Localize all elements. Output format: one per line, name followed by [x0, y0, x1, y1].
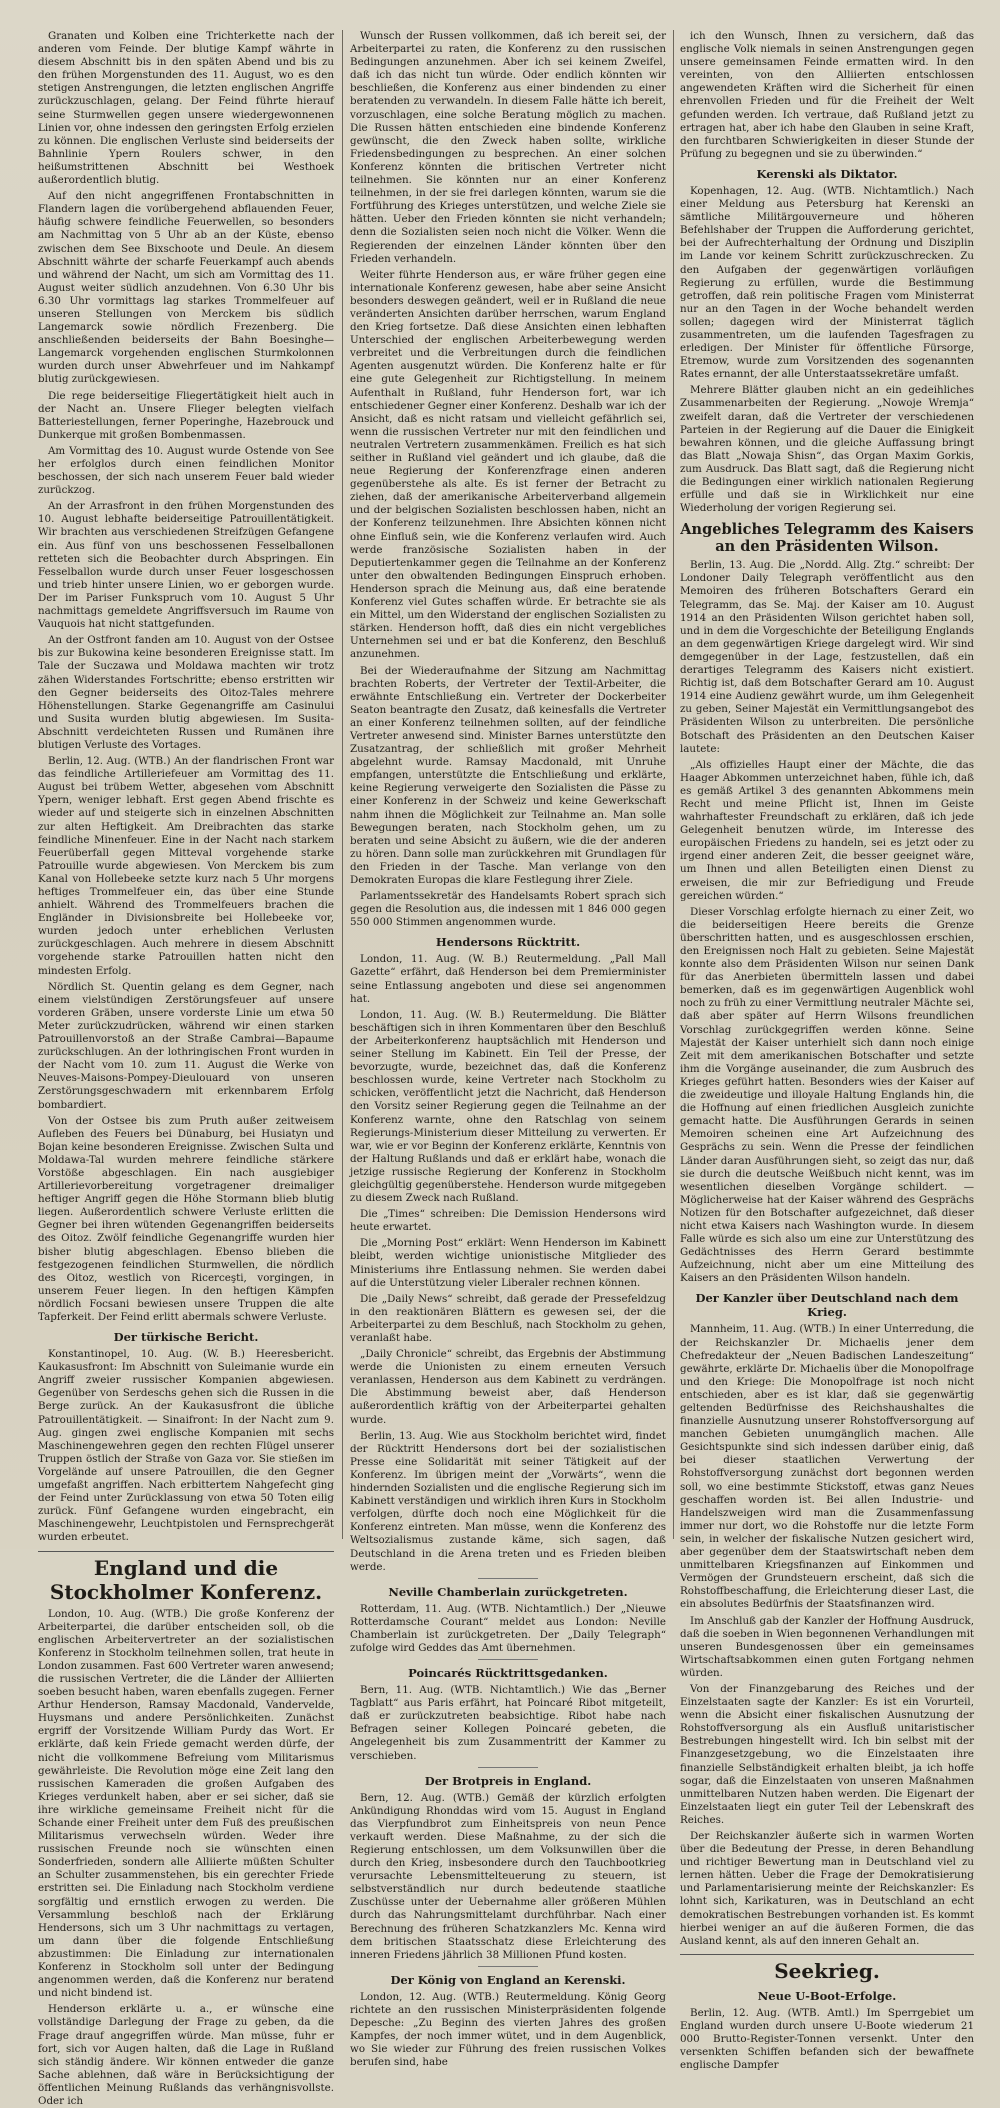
article-paragraph: An der Ostfront fanden am 10. August von der Ostsee bis zur Bukowina keine besonderen Ereignisse statt. Im Tale der Suczawa und Moldawa machten wir trotz zähen Widerstandes Fortschritte; ebenso erstritten wir den Gegner beiderseits des Oitoz-Tales mehrere Höhenstellungen. Starke Gegenangriffe am Casinului und Susita wurden blutig abgewiesen. Im Susita-Abschnitt verdeichteten Russen und Rumänen ihre blutigen Verluste des Vortages.: [38, 634, 334, 751]
section-heading: Neville Chamberlain zurückgetreten.: [388, 1584, 628, 1599]
article-paragraph: London, 12. Aug. (WTB.) Reutermeldung. König Georg richtete an den russischen Ministerpräsidenten folgende Depesche: „Zu Beginn des vierten Jahres des großen Kampfes, der noch immer wütet, und in dem Augenblick, wo Sie wieder zur Führung des freien russischen Volkes berufen sind, habe: [350, 1990, 666, 2069]
article-paragraph: Von der Ostsee bis zum Pruth außer zeitweisem Aufleben des Feuers bei Dünaburg, bei Husiatyn und Bojan keine besonderen Ereignisse. Zwischen Sulta und Moldawa-Tal wurden mehrere feindliche stärkere Vorstöße abgeschlagen. Ein nach ausgiebiger Artillerievorbereitung vorgetragener dreimaliger heftiger Angriff gegen die Höhe Stormann blieb blutig liegen. Außerordentlich schwere Verluste erlitten die Gegner bei ihren wütenden Gegenangriffen beiderseits des Oitoz. Zwölf feindliche Gegenangriffe wurden hier bisher blutig abgeschlagen. Ebenso blieben die festgezogenen feindlichen Sturmwellen, die nördlich des Oitoz, westlich von Ricerceşti, vorgingen, in unserem Feuer liegen. In den heftigen Kämpfen nördlich Focsani bewiesen unsere Truppen die alte Tapferkeit. Der Feind erlitt abermals schwere Verluste.: [38, 1114, 334, 1323]
article-paragraph: „Als offizielles Haupt einer der Mächte, die das Haager Abkommen unterzeichnet haben, fühle ich, daß es gemäß Artikel 3 des genannten Abkommens mein Recht und meine Pflicht ist, Ihnen im Geiste wahrhaftester Freundschaft zu erklären, daß ich jede Gelegenheit benutzen würde, im Interesse des europäischen Friedens zu handeln, sei es jetzt oder zu irgend einer anderen Zeit, die besser geeignet wäre, um Ihnen und allen Beteiligten einen Dienst zu erweisen, die mir zur Befriedigung und Freude gereichen würden.“: [680, 758, 974, 902]
article-paragraph: Dieser Vorschlag erfolgte hiernach zu einer Zeit, wo die beiderseitigen Heere bereits die Grenze überschritten hatten, und es ausgeschlossen erschien, den Ereignissen noch Halt zu gebieten. Seine Majestät konnte also dem Präsidenten Wilson nur seinen Dank für das Anerbieten übermitteln lassen und dabei bemerken, daß es im gegenwärtigen Augenblick wohl noch zu früh zu einer Vermittlung neutraler Mächte sei, daß aber später auf Herrn Wilsons freundlichen Vorschlag zurückgegriffen werden könne. Seine Majestät der Kaiser unterhielt sich dann noch einige Zeit mit dem amerikanischen Botschafter und setzte ihm die Vorgänge auseinander, die zum Ausbruch des Krieges geführt hatten. Besonders wies der Kaiser auf die zweideutige und illoyale Haltung Englands hin, die die Hoffnung auf einen friedlichen Ausgleich zunichte gemacht hatte. Die Ausführungen Gerards in seinen Memoiren scheinen eine Art Aufzeichnung des Gesprächs zu sein. Wenn die Presse der feindlichen Länder daran Ausführungen sieht, so zeigt das nur, daß sie durch die deutsche Weißbuch nicht kennt, was im wesentlichen dieselben Vorgänge schildert. — Möglicherweise hat der Kaiser während des Gesprächs Notizen für den Botschafter aufgezeichnet, daß dieser nicht etwa Kaisers nach Washington wurde. In diesem Falle würde es sich also um eine zur Unterstützung des Gedächtnisses des Herrn Gerard bestimmte Aufzeichnung, nicht aber um eine Mitteilung des Kaisers an den Präsidenten Wilson handeln.: [680, 905, 974, 1285]
article-paragraph: Mehrere Blätter glauben nicht an ein gedeihliches Zusammenarbeiten der Regierung. „Nowoje Wremja“ zweifelt daran, daß die Vertreter der verschiedenen Parteien in der Regierung auf die Dauer die Einigkeit bewahren können, und die gleiche Auffassung bringt das Blatt „Nowaja Shisn“, das Organ Maxim Gorkis, zum Ausdruck. Das Blatt sagt, daß die Regierung nicht die Bedingungen einer wirklich nationalen Regierung erfülle und daß sie in Wirklichkeit nur eine Wiederholung der vorigen Regierung sei.: [680, 384, 974, 515]
article-paragraph: Wunsch der Russen vollkommen, daß ich bereit sei, der Arbeiterpartei zu raten, die Konferenz zu den russischen Bedingungen anzunehmen. Aber ich sei keinem Zweifel, daß ich das nicht tun würde. Oder endlich könnten wir beschließen, die Konferenz aus einer bindenden zu einer beratenden zu verwandeln. In diesem Falle hätte ich bereit, vorzuschlagen, eine solche Beratung möglich zu machen. Die Russen hätten entschieden eine bindende Konferenz gewünscht, die den Zweck haben sollte, wirkliche Friedensbedingungen zu besprechen. An einer solchen Konferenz könnten die britischen Vertreter nicht teilnehmen. Sie könnten nur an einer Konferenz teilnehmen, in der sie frei darlegen könnten, warum sie die Fortführung des Krieges unterstützen, und welche Ziele sie hätten. Ueber den Frieden könnten sie nicht verhandeln; denn die Sozialisten seien noch nicht die Völker. Wenn die Regierenden der einzelnen Länder könnten über den Frieden verhandeln.: [350, 30, 666, 265]
article-paragraph: Berlin, 12. Aug. (WTB.) An der flandrischen Front war das feindliche Artilleriefeuer am Vormittag des 11. August bei trübem Wetter, abgesehen vom Abschnitt Ypern, weniger lebhaft. Erst gegen Abend frischte es wieder auf und steigerte sich in einzelnen Abschnitten zur alten Heftigkeit. Am Dreibrachten das starke feindliche Minenfeuer. Eine in der Nacht nach starkem Feuerüberfall gegen Mitteval vorgehende starke Patrouille wurde abgewiesen. Von Merckem bis zum Kanal von Hollebeeke setzte kurz nach 5 Uhr morgens heftiges Trommelfeuer ein, das über eine Stunde anhielt. Während des Trommelfeuers brachen die Engländer in Divisionsbreite bei Hollebeeke vor, wurden jedoch unter erheblichen Verlusten zurückgeschlagen. Auch mehrere in diesem Abschnitt vorgehende starke Patrouillen hatten nicht den mindesten Erfolg.: [38, 755, 334, 977]
article-paragraph: Die rege beiderseitige Fliegertätigkeit hielt auch in der Nacht an. Unsere Flieger belegten vielfach Batteriestellungen, ferner Poperinghe, Hazebrouck und Dunkerque mit großen Bombenmassen.: [38, 389, 334, 441]
separator: [478, 1659, 538, 1660]
article-paragraph: Am Vormittag des 10. August wurde Ostende von See her erfolglos durch einen feindlichen Monitor beschossen, der sich nach unserem Feuer bald wieder zurückzog.: [38, 444, 334, 497]
article-paragraph: Die „Daily News“ schreibt, daß gerade der Pressefeldzug in den reaktionären Blättern es gewesen sei, der die Arbeiterpartei zu dem Beschluß, nach Stockholm zu gehen, veranlaßt habe.: [350, 1292, 666, 1344]
column-divider: [673, 30, 674, 1539]
article-paragraph: Kopenhagen, 12. Aug. (WTB. Nichtamtlich.) Nach einer Meldung aus Petersburg hat Kerenski an sämtliche Militärgouverneure und höheren Befehlshaber der Truppen die Aufforderung gerichtet, bei der Aufrechterhaltung der Ordnung und Disziplin im Lande vor keinem Schritt zurückzuschrecken. Zu den Aufgaben der gegenwärtigen vorläufigen Regierung zu erfüllen, wurde die Bestimmung getroffen, daß rein politische Fragen vom Ministerrat nur an den Tagen in der Woche behandelt werden sollen; dagegen wird der Ministerrat täglich zusammentreten, um die laufenden Tagesfragen zu erledigen. Der Minister für öffentliche Fürsorge, Etremow, wurde zum Vorsitzenden des sogenannten Rates ernannt, der alle Unterstaatssekretäre umfaßt.: [680, 184, 974, 381]
article-paragraph: Konstantinopel, 10. Aug. (W. B.) Heeresbericht. Kaukasusfront: Im Abschnitt von Suleimanie wurde ein Angriff zweier russischer Kompanien abgewiesen. Gegenüber von Serdeschs gehen sich die Russen in die Berge zurück. An der Kaukasusfront die übliche Patrouillentätigkeit. — Sinaifront: In der Nacht zum 9. Aug. gingen zwei englische Kompanien mit sechs Maschinengewehren gegen den rechten Flügel unserer Truppen östlich der Straße von Gaza vor. Sie stießen im Vorgelände auf unsere Patrouillen, die den Gegner umgefaßt angriffen. Nach erbittertem Nahgefecht ging der Feind unter Zurücklassung von etwa 50 Toten eilig zurück. Fünf Gefangene wurden eingebracht, ein Maschinengewehr, Leuchtpistolen und Fernsprechgerät wurden erbeutet.: [38, 1348, 334, 1544]
headline: England und die Stockholmer Konferenz.: [38, 1551, 334, 1604]
section-heading: Neue U-Boot-Erfolge.: [757, 1988, 897, 2003]
section-heading: Der türkische Bericht.: [113, 1330, 259, 1345]
article-paragraph: An der Arrasfront in den frühen Morgenstunden des 10. August lebhafte beiderseitige Patrouillentätigkeit. Wir brachten aus verschiedenen Streifzügen Gefangene ein. Aus fünf von uns beschossenen Fesselballonen retteten sich die Beobachter durch Abspringen. Ein Fesselballon wurde durch unser Feuer losgeschossen und trieb hinter unsere Linien, wo er geborgen wurde. Der im Pariser Funkspruch vom 10. August 5 Uhr nachmittags gemeldete Angriffsversuch im Raume von Vauquois hat nicht stattgefunden.: [38, 500, 334, 631]
column-1: [38, 30, 334, 2107]
article-paragraph: „Daily Chronicle“ schreibt, das Ergebnis der Abstimmung werde die Unionisten zu einem erneuten Versuch veranlassen, Henderson aus dem Kabinett zu verdrängen. Die Abstimmung beweist aber, daß Henderson außerordentlich kräftig von der Arbeiterpartei gehalten wurde.: [350, 1348, 666, 1426]
article-paragraph: Bern, 12. Aug. (WTB.) Gemäß der kürzlich erfolgten Ankündigung Rhonddas wird vom 15. August in England das Vierpfundbrot zum Einheitspreis von neun Pence verkauft werden. Diese Maßnahme, zu der sich die Regierung entschlossen, um dem Volksunwillen über die durch den Krieg, insbesondere durch den Tauchbootkrieg verursachte Lebensmittelteuerung zu steuern, ist selbstverständlich nur durch bedeutende staatliche Zuschüsse unter der Uebernahme aller größeren Mühlen durch das Nahrungsmittelamt durchführbar. Nach einer Berechnung des früheren Schatzkanzlers Mc. Kenna wird dem britischen Staatsschatz diese Erleichterung des inneren Friedens jährlich 38 Millionen Pfund kosten.: [350, 1791, 666, 1961]
section-heading: Kerenski als Diktator.: [756, 166, 898, 181]
article-paragraph: ich den Wunsch, Ihnen zu versichern, daß das englische Volk niemals in seinen Anstrengungen gegen unsere gemeinsamen Feinde ermatten wird. In den vereinten, von den Alliierten entschlossen angewendeten Kräften wird die Sicherheit für einen ehrenvollen Frieden und für die Freiheit der Welt gefunden werden. Ich vertraue, daß Rußland jetzt zu ertragen hat, aber ich habe den Glauben in seine Kraft, den furchtbaren Schwierigkeiten in dieser Stunde der Prüfung zu begegnen und sie zu überwinden.“: [680, 30, 974, 160]
article-paragraph: Berlin, 13. Aug. Die „Nordd. Allg. Ztg.“ schreibt: Der Londoner Daily Telegraph veröffentlicht aus den Memoiren des früheren Botschafters Gerard ein Telegramm, das Se. Maj. der Kaiser am 10. August 1914 an den Präsidenten Wilson gerichtet haben soll, und in dem die Vorgeschichte der Beteiligung Englands an dem gegenwärtigen Kriege dargelegt wird. Wir sind demgegenüber in der Lage, festzustellen, daß ein derartiges Telegramm des Kaisers nicht existiert. Richtig ist, daß dem Botschafter Gerard am 10. August 1914 eine Audienz gewährt wurde, um ihm Gelegenheit zu geben, Seiner Majestät ein Vermittlungsangebot des Präsidenten Wilson zu unterbreiten. Die persönliche Botschaft des Präsidenten an den Deutschen Kaiser lautete:: [680, 559, 974, 755]
separator: [478, 1578, 538, 1579]
headline: Angebliches Telegramm des Kaisers an den Präsidenten Wilson.: [680, 521, 974, 556]
section-heading: Der Brotpreis in England.: [424, 1773, 592, 1788]
section-heading: Der König von England an Kerenski.: [390, 1972, 626, 1987]
article-paragraph: Parlamentssekretär des Handelsamts Robert sprach sich gegen die Resolution aus, die indessen mit 1 846 000 gegen 550 000 Stimmen angenommen wurde.: [350, 890, 666, 929]
headline: Seekrieg.: [680, 1954, 974, 1983]
column-2: [350, 30, 666, 2069]
article-paragraph: London, 10. Aug. (WTB.) Die große Konferenz der Arbeiterpartei, die darüber entscheiden soll, ob die englischen Arbeitervertreter an der sozialistischen Konferenz in Stockholm teilnehmen sollen, trat heute in London zusammen. Fast 600 Vertreter waren anwesend; die russischen Vertreter, die die Länder der Alliierten soeben besucht haben, waren ebenfalls zugegen. Ferner Arthur Henderson, Ramsay Macdonald, Vandervelde, Huysmans und andere Persönlichkeiten. Zunächst ergriff der Vorsitzende William Purdy das Wort. Er erklärte, daß kein Friede gemacht werden dürfe, der nicht die vollkommene Befreiung vom Militarismus gewährleiste. Die Revolution möge eine Zeit lang den russischen Kameraden die großen Aufgaben des Krieges verdunkelt haben, aber er sei sicher, daß sie ihre wirkliche gemeinsame Freiheit nicht für die Schande einer Freiheit unter dem Fuß des preußischen Militarismus verwechseln würden. Weder ihre russischen Freunde noch sie wünschten einen Sonderfrieden, sondern alle Alliierte müßten Schulter an Schulter zusammenstehen, bis ein gerechter Friede erstritten sei. Die Einladung nach Stockholm verdiene sorgfältig und ernstlich erwogen zu werden. Die Versammlung beschloß nach der Erklärung Hendersons, sich um 3 Uhr nachmittags zu vertagen, um dann über die folgende Entschließung abzustimmen: Die Einladung zur internationalen Konferenz in Stockholm soll unter der Bedingung angenommen werden, daß die Konferenz nur beratend und nicht bindend ist.: [38, 1607, 334, 2000]
separator: [478, 1966, 538, 1967]
column-divider: [342, 30, 343, 1539]
article-paragraph: Mannheim, 11. Aug. (WTB.) In einer Unterredung, die der Reichskanzler Dr. Michaelis jener dem Chefredakteur der „Neuen Badischen Landeszeitung“ gewährte, erklärte Dr. Michaelis über die Monopolfrage und den Kriege: Die Monopolfrage ist noch nicht entschieden, aber es ist klar, daß sie gegenwärtig geltenden Bedürfnisse des Reichshaushaltes die finanzielle Ausnutzung unserer Rohstoffversorgung auf manchen Gebieten unumgänglich machen. Alle Gesichtspunkte sind sich indessen darüber einig, daß bei dieser staatlichen Verwertung der Rohstoffversorgung zunächst dort begonnen werden soll, wo eine bestimmte Stickstoff, etwas ganz Neues geschaffen worden ist. Bei allen Industrie- und Handelszweigen wird man die Zusammenfassung immer nur dort, wo die Rohstoffe nur die letzte Form sein, in welcher der fiskalische Nutzen gesichert wird, aber gegenüber dem der Staatswirtschaft neben dem unmittelbaren Kriegsfinanzen auf Einkommen und Vermögen der Grundsteuern erscheint, daß sich die Rohstoffbeschaffung, die Erleichterung dieser Last, die ein absolutes Bedürfnis der Staatsfinanzen wird.: [680, 1323, 974, 1611]
article-paragraph: Berlin, 12. Aug. (WTB. Amtl.) Im Sperrgebiet um England wurden durch unsere U-Boote wiederum 21 000 Brutto-Register-Tonnen versenkt. Unter den versenkten Schiffen befanden sich der bewaffnete englische Dampfer: [680, 2006, 974, 2072]
section-heading: Poincarés Rücktrittsgedanken.: [408, 1666, 608, 1681]
article-paragraph: Von der Finanzgebarung des Reiches und der Einzelstaaten sagte der Kanzler: Es ist ein Vorurteil, wenn die Absicht einer fiskalischen Ausnutzung der Rohstoffversorgung als ein Ausfluß unitaristischer Bestrebungen hingestellt wird. Ich bin selbst mit der Finanzgesetzgebung, wo die Einzelstaaten ihre finanzielle Selbständigkeit erhalten bleibt, ja ich hoffe sogar, daß die Einzelstaaten von unseren Maßnahmen unmittelbaren Nutzen haben werden. Die Eigenart der Einzelstaaten liegt ein guter Teil der Lebenskraft des Reiches.: [680, 1682, 974, 1826]
article-paragraph: Rotterdam, 11. Aug. (WTB. Nichtamtlich.) Der „Nieuwe Rotterdamsche Courant“ meldet aus London: Neville Chamberlain ist zurückgetreten. Der „Daily Telegraph“ zufolge wird Geddes das Amt übernehmen.: [350, 1602, 666, 1654]
separator: [478, 1767, 538, 1768]
section-heading: Der Kanzler über Deutschland nach dem Krieg.: [695, 1291, 959, 1320]
article-paragraph: London, 11. Aug. (W. B.) Reutermeldung. Die Blätter beschäftigen sich in ihren Kommentaren über den Beschluß der Arbeiterkonferenz hauptsächlich mit Henderson und seiner Stellung im Kabinett. Ein Teil der Presse, der bevorzugte, wurde, bezeichnet das, daß die Konferenz beschlossen wurde, keine Vertreter nach Stockholm zu schicken, veröffentlicht jetzt die Nachricht, daß Henderson den Vorsitz seiner Regierung gegen die Teilnahme an der Konferenz warnte, ohne den Ratschlag von seinem Regierungs-Ministerium dieser Mitteilung zu verwerten. Er war, wie er vor Beginn der Konferenz erklärte, Kenntnis von der Haltung Rußlands und daß er erklärt habe, wonach die jetzige russische Regierung der Konferenz in Stockholm gleichgültig gegenüberstehe. Henderson wurde mitgegeben zu diesem Zweck nach Rußland.: [350, 1008, 666, 1205]
article-paragraph: Im Anschluß gab der Kanzler der Hoffnung Ausdruck, daß die soeben in Wien begonnenen Verhandlungen mit unseren Bundesgenossen über ein gemeinsames Wirtschaftsabkommen einen guten Fortgang nehmen würden.: [680, 1614, 974, 1679]
article-paragraph: Der Reichskanzler äußerte sich in warmen Worten über die Bedeutung der Presse, in deren Behandlung und richtiger Bewertung man in Deutschland viel zu lernen hätten. Ueber die Frage der Demokratisierung und Parlamentarisierung meinte der Reichskanzler: Es lohnt sich, Karikaturen, was in Deutschland an echt demokratischen Bestrebungen vorhanden ist. Es kommt hierbei weniger an auf die äußeren Formen, die das Ausland kennt, als auf den inneren Gehalt an.: [680, 1830, 974, 1947]
section-heading: Hendersons Rücktritt.: [435, 935, 581, 950]
article-paragraph: Die „Times“ schreiben: Die Demission Hendersons wird heute erwartet.: [350, 1208, 666, 1234]
article-paragraph: Bei der Wiederaufnahme der Sitzung am Nachmittag brachten Roberts, der Vertreter der Textil-Arbeiter, die erwähnte Entschließung ein. Vertreter der Dockerbeiter Seaton beantragte den Zusatz, daß keinesfalls die Vertreter an einer Konferenz teilnehmen sollten, auf der feindliche Vertreter anwesend sind. Minister Barnes unterstützte den Zusatzantrag, der schließlich mit großer Mehrheit abgelehnt wurde. Ramsay Macdonald, mit Unruhe empfangen, unterstützte die Entschließung und erklärte, keine Regierung verweigerte den Sozialisten die Pässe zu einer Konferenz in der Schweiz und keine Gewerkschaft nahm ihnen die Möglichkeit zur Teilnahme an. Man solle Bewegungen beraten, nach Stockholm gehen, um zu beraten und seine Absicht zu äußern, wie die der anderen zu hören. Dann solle man zurückkehren mit Grundlagen für den Frieden in der Tasche. Man verlange von den Demokraten Europas die klare Festlegung ihrer Ziele.: [350, 664, 666, 886]
article-paragraph: Die „Morning Post“ erklärt: Wenn Henderson im Kabinett bleibt, werden wichtige unionistische Mitglieder des Ministeriums ihre Entlassung nehmen. Sie werden dabei auf die Unterstützung vieler Liberaler rechnen können.: [350, 1237, 666, 1289]
article-paragraph: Bern, 11. Aug. (WTB. Nichtamtlich.) Wie das „Berner Tagblatt“ aus Paris erfährt, hat Poincaré Ribot mitgeteilt, daß er zurückzutreten beabsichtige. Ribot habe nach Befragen seiner Kollegen Poincaré gebeten, die Angelegenheit bis zum Zusammentritt der Kammer zu verschieben.: [350, 1684, 666, 1762]
article-paragraph: Henderson erklärte u. a., er wünsche eine vollständige Darlegung der Frage zu geben, da die Frage drauf angegriffen würde. Man müsse, fuhr er fort, sich vor Augen halten, daß die Lage in Rußland sich ständig ändere. Wir können entweder die ganze Sache ablehnen, daß wäre in Berücksichtigung der öffentlichen Meinung Rußlands das verhängnisvollste. Oder ich: [38, 2003, 334, 2107]
article-paragraph: London, 11. Aug. (W. B.) Reutermeldung. „Pall Mall Gazette“ erfährt, daß Henderson bei dem Premierminister seine Entlassung angeboten und diese sei angenommen hat.: [350, 953, 666, 1005]
article-paragraph: Nördlich St. Quentin gelang es dem Gegner, nach einem vielstündigen Zerstörungsfeuer auf unsere vorderen Gräben, unsere vorderste Linie um etwa 50 Meter zurückzudrücken, während wir einen starken Patrouillenvorstoß an der Straße Cambrai—Bapaume zurückschlugen. An der lothringischen Front wurden in der Nacht vom 10. zum 11. August die Werke von Neuves-Maisons-Pompey-Dieulouard von unseren Zerstörungsgeschwadern mit erkennbarem Erfolg bombardiert.: [38, 980, 334, 1111]
column-3: [680, 30, 974, 2072]
article-paragraph: Granaten und Kolben eine Trichterkette nach der anderen vom Feinde. Der blutige Kampf währte in diesem Abschnitt bis in den späten Abend und bis zu den frühen Morgenstunden des 11. August, wo es den stetigen Anstrengungen, die letzten englischen Angriffe zurückzuschlagen, gelang. Der Feind führte hierauf seine Sturmwellen gegen unsere wiedergewonnenen Linien vor, ohne indessen den geringsten Erfolg erzielen zu können. Die englischen Verluste sind beiderseits der Bahnlinie Ypern Roulers schwer, in den heißumstrittenen Abschnitt bei Westhoek außerordentlich blutig.: [38, 30, 334, 187]
article-paragraph: Auf den nicht angegriffenen Frontabschnitten in Flandern lagen die vorübergehend abflauenden Feuer, häufig schwere feindliche Feuerwellen, so besonders am Nachmittag von 5 Uhr ab an der Küste, ebenso zwischen dem See Bixschoote und Deule. An diesem Abschnitt währte der scharfe Feuerkampf auch abends und während der Nacht, um sich am Vormittag des 11. August weiter südlich anzudehnen. Von 6.30 Uhr bis 6.30 Uhr vormittags lag starkes Trommelfeuer auf unseren Stellungen von Merckem bis südlich Langemarck sowie nördlich Frezenberg. Die anschließenden beiderseits der Bahn Boesinghe—Langemarck vorgehenden englischen Sturmkolonnen wurden durch unser Abwehrfeuer und im Nahkampf blutig zurückgewiesen.: [38, 190, 334, 386]
article-paragraph: Berlin, 13. Aug. Wie aus Stockholm berichtet wird, findet der Rücktritt Hendersons dort bei der sozialistischen Presse eine Solidarität mit seiner Tätigkeit auf der Konferenz. Im übrigen meint der „Vorwärts“, wenn die hindernden Sozialisten und die englische Regierung sich im Kabinett verständigen und wirklich ihren Kurs in Stockholm verfolgen, dürfte doch noch eine Möglichkeit für die Konferenz eintreten. Man müsse, wenn die Konferenz des Weltsozialismus zustande käme, sich sagen, daß Deutschland in die Arena treten und es Frieden bleiben werde.: [350, 1429, 666, 1573]
article-paragraph: Weiter führte Henderson aus, er wäre früher gegen eine internationale Konferenz gewesen, habe aber seine Ansicht besonders deswegen geändert, weil er in Rußland die neue veränderten Ansichten darüber herrschen, warum England den Krieg fortsetze. Daß diese Ansichten einen lebhaften Unterschied der englischen Arbeiterbewegung werden verbreitet und die Verbreitungen durch die feindlichen Agenten ausgenutzt würden. Die Konferenz halte er für eine gute Gelegenheit zur Richtigstellung. In meinem Aufenthalt in Rußland, fuhr Henderson fort, war ich entschiedener Gegner einer Konferenz. Deshalb war ich der Ansicht, daß es nicht ratsam und vielleicht gefährlich sei, wenn die russischen Vertreter nur mit den feindlichen und neutralen Vertretern zusammenkämen. Freilich es hat sich seither in Rußland viel geändert und ich glaube, daß die neue Regierung der Konferenzfrage einen anderen gegenüberstehe als alte. Es ist ferner der Betracht zu ziehen, daß der amerikanische Arbeiterverband allgemein und der belgischen Sozialisten beschlossen haben, nicht an der Konferenz teilzunehmen. Ihre Absichten können nicht ohne Einfluß sein, wie die Konferenz verlaufen wird. Auch werde französische Sozialisten haben in der Deputiertenkammer gegen die Teilnahme an der Konferenz unter den obwaltenden Bedingungen Einspruch erhoben. Henderson sprach die Meinung aus, daß eine beratende Konferenz viel Gutes schaffen würde. Er betrachte sie als ein Mittel, um den Widerstand der englischen Sozialisten zu stärken. Henderson hofft, daß dies ein nicht vergebliches Unternehmen sei und er bat die Konferenz, den Beschluß anzunehmen.: [350, 268, 666, 661]
